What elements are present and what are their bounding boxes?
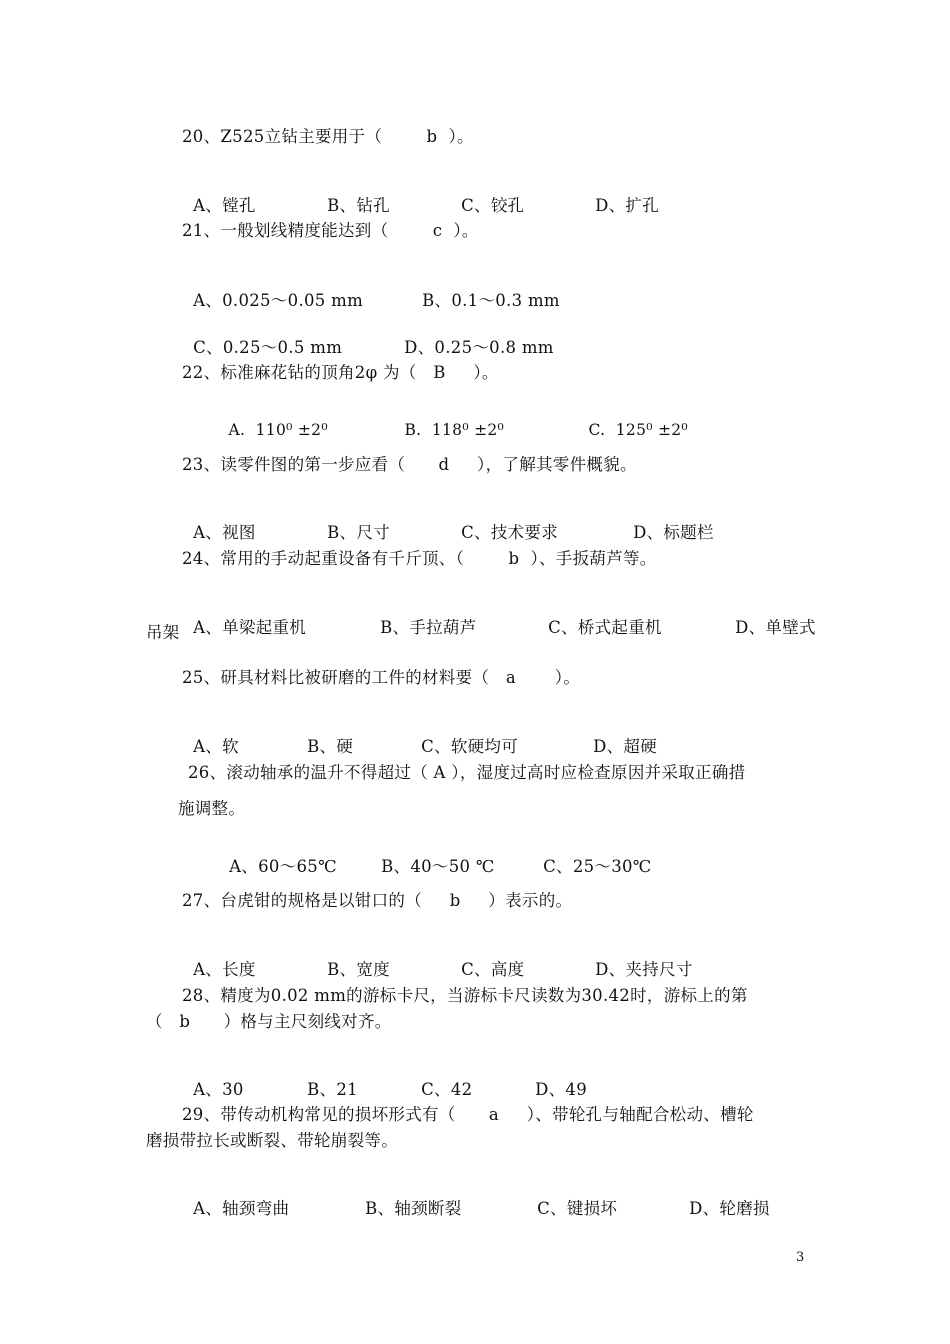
- option-c: C、技术要求: [461, 523, 559, 542]
- option-b: B、轴颈断裂: [365, 1199, 462, 1218]
- question-21-options-row1: [182, 268, 560, 312]
- question-29-wrap: 磨损带拉长或断裂、带轮崩裂等。: [146, 1131, 398, 1150]
- option-a: A、60～65℃: [229, 857, 337, 876]
- question-23-stem: 23、读零件图的第一步应看（ d ），了解其零件概貌。: [182, 455, 637, 474]
- question-20-options: [182, 173, 659, 217]
- option-c: C、软硬均可: [421, 737, 519, 756]
- option-b: B、手拉葫芦: [380, 618, 477, 637]
- question-27-options: [182, 937, 693, 981]
- question-28-stem: 28、精度为0.02 mm的游标卡尺，当游标卡尺读数为30.42时，游标上的第: [182, 986, 748, 1005]
- option-d: D、夹持尺寸: [595, 960, 693, 979]
- question-25-options: [182, 714, 657, 758]
- option-a: A、软: [193, 737, 239, 756]
- option-d: D、标题栏: [633, 523, 714, 542]
- option-c: C、0.25～0.5 mm: [193, 338, 343, 357]
- option-c: C、高度: [461, 960, 525, 979]
- option-b: B、宽度: [327, 960, 390, 979]
- option-a: A、0.025～0.05 mm: [193, 291, 364, 310]
- question-26-wrap: 施调整。: [178, 799, 246, 818]
- question-25-stem: 25、研具材料比被研磨的工件的材料要（ a ）。: [182, 668, 581, 687]
- question-29-stem: 29、带传动机构常见的损坏形式有（ a ）、带轮孔与轴配合松动、槽轮: [182, 1105, 754, 1124]
- option-b: B、21: [307, 1080, 358, 1099]
- option-b: B、0.1～0.3 mm: [422, 291, 560, 310]
- option-d: D、单壁式: [735, 618, 816, 637]
- question-27-stem: 27、台虎钳的规格是以钳口的（ b ）表示的。: [182, 891, 573, 910]
- option-b: B、硬: [307, 737, 354, 756]
- question-26-stem: 26、滚动轴承的温升不得超过（ A ），湿度过高时应检查原因并采取正确措: [188, 763, 746, 782]
- question-23-options: [182, 500, 714, 544]
- question-21-options-row2: [182, 315, 554, 359]
- option-d: D、0.25～0.8 mm: [404, 338, 554, 357]
- option-b: B. 118⁰ ±2⁰: [404, 421, 505, 439]
- option-d: D、超硬: [593, 737, 658, 756]
- question-26-options: [218, 834, 652, 878]
- option-a: A、单梁起重机: [193, 618, 307, 637]
- option-a: A、30: [193, 1080, 244, 1099]
- option-c: C. 125⁰ ±2⁰: [588, 421, 688, 439]
- option-b: B、尺寸: [327, 523, 390, 542]
- page-number: 3: [796, 1250, 805, 1265]
- option-a: A、轴颈弯曲: [193, 1199, 290, 1218]
- question-24-stem: 24、常用的手动起重设备有千斤顶、（ b ）、手扳葫芦等。: [182, 549, 657, 568]
- option-d: D、扩孔: [595, 196, 660, 215]
- option-a: A. 110⁰ ±2⁰: [228, 421, 328, 439]
- option-d: D、轮磨损: [689, 1199, 770, 1218]
- question-20-stem: 20、Z525立钻主要用于（ b ）。: [182, 127, 474, 146]
- option-d: D、49: [535, 1080, 588, 1099]
- question-28-wrap: （ b ）格与主尺刻线对齐。: [146, 1012, 392, 1031]
- question-22-stem: 22、标准麻花钻的顶角2φ 为（ B ）。: [182, 363, 499, 382]
- option-a: A、长度: [193, 960, 256, 979]
- option-a: A、视图: [193, 523, 256, 542]
- option-c: C、键损坏: [537, 1199, 618, 1218]
- question-21-stem: 21、一般划线精度能达到（ c ）。: [182, 221, 479, 240]
- question-22-options: [218, 397, 688, 441]
- question-29-options: [182, 1176, 770, 1220]
- option-c: C、42: [421, 1080, 473, 1099]
- question-24-wrap: 吊架: [146, 623, 180, 642]
- option-a: A、镗孔: [193, 196, 256, 215]
- option-c: C、桥式起重机: [548, 618, 662, 637]
- option-c: C、25～30℃: [543, 857, 652, 876]
- option-b: B、钻孔: [327, 196, 390, 215]
- option-c: C、铰孔: [461, 196, 525, 215]
- question-24-options: [182, 595, 816, 639]
- option-b: B、40～50 ℃: [381, 857, 495, 876]
- question-28-options: [182, 1057, 587, 1101]
